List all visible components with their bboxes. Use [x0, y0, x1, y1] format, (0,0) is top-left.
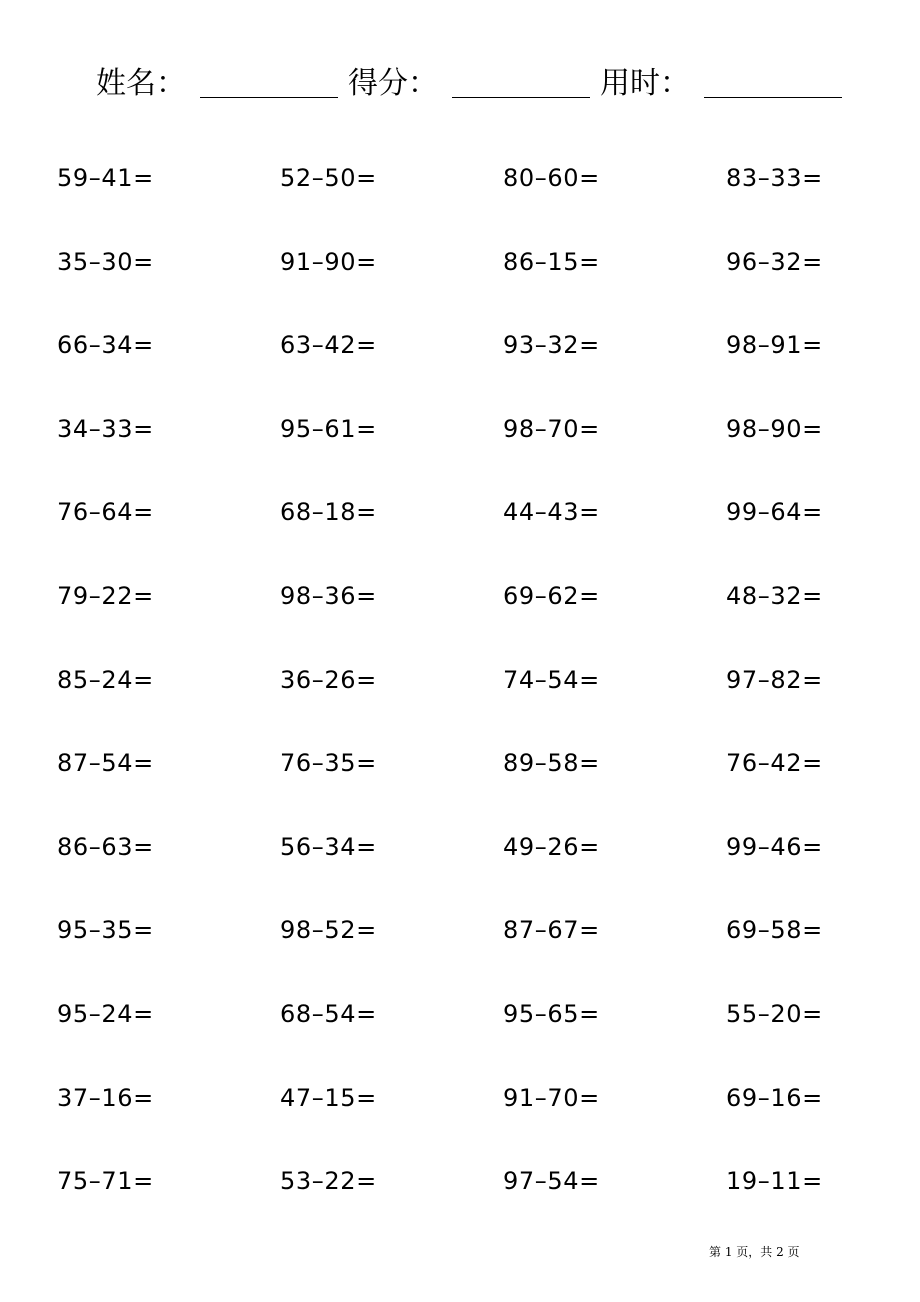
math-problem: 93–32= [503, 331, 600, 360]
worksheet-header [96, 60, 852, 104]
math-problem: 87–54= [57, 749, 154, 778]
math-problem: 97–54= [503, 1167, 600, 1196]
math-problem: 86–63= [57, 832, 154, 861]
page-number: 第 1 页，共 2 页 [709, 1245, 800, 1259]
time-field [600, 64, 852, 104]
name-label: 姓名： [96, 66, 186, 101]
math-problem: 37–16= [57, 1083, 154, 1112]
math-problem: 69–58= [726, 916, 823, 945]
math-problem: 91–70= [503, 1083, 600, 1112]
name-blank [200, 67, 338, 98]
math-problem: 53–22= [280, 1167, 377, 1196]
math-problem: 91–90= [280, 247, 377, 276]
math-problem: 98–36= [280, 581, 377, 610]
math-problem: 44–43= [503, 498, 600, 527]
score-blank [452, 67, 590, 98]
name-field [96, 64, 348, 104]
math-problem: 68–54= [280, 999, 377, 1028]
time-label: 用时： [600, 66, 690, 101]
math-problem: 98–90= [726, 414, 823, 443]
math-problem: 49–26= [503, 832, 600, 861]
math-problem: 99–64= [726, 498, 823, 527]
math-problem: 36–26= [280, 665, 377, 694]
math-problem: 56–34= [280, 832, 377, 861]
math-problem: 96–32= [726, 247, 823, 276]
math-problem: 48–32= [726, 581, 823, 610]
time-blank [704, 67, 842, 98]
math-problem: 76–64= [57, 498, 154, 527]
score-field [348, 64, 600, 104]
math-problem: 80–60= [503, 164, 600, 192]
math-problem: 99–46= [726, 832, 823, 861]
math-problem: 95–61= [280, 414, 377, 443]
math-problem: 19–11= [726, 1167, 823, 1196]
math-problem: 55–20= [726, 999, 823, 1028]
math-problem: 98–70= [503, 414, 600, 443]
math-problem: 89–58= [503, 749, 600, 778]
math-problem: 52–50= [280, 164, 377, 192]
math-problem: 75–71= [57, 1167, 154, 1196]
problem-grid [57, 160, 857, 1247]
math-problem: 79–22= [57, 581, 154, 610]
math-problem: 86–15= [503, 247, 600, 276]
math-problem: 34–33= [57, 414, 154, 443]
math-problem: 76–42= [726, 749, 823, 778]
math-problem: 76–35= [280, 749, 377, 778]
math-problem: 59–41= [57, 164, 154, 192]
math-problem: 35–30= [57, 247, 154, 276]
math-problem: 98–52= [280, 916, 377, 945]
math-problem: 63–42= [280, 331, 377, 360]
math-problem: 69–62= [503, 581, 600, 610]
math-problem: 95–24= [57, 999, 154, 1028]
math-problem: 95–35= [57, 916, 154, 945]
math-problem: 97–82= [726, 665, 823, 694]
math-problem: 87–67= [503, 916, 600, 945]
math-problem: 66–34= [57, 331, 154, 360]
math-problem: 85–24= [57, 665, 154, 694]
math-problem: 95–65= [503, 999, 600, 1028]
math-problem: 98–91= [726, 331, 823, 360]
math-problem: 47–15= [280, 1083, 377, 1112]
score-label: 得分： [348, 66, 438, 101]
math-problem: 69–16= [726, 1083, 823, 1112]
math-problem: 74–54= [503, 665, 600, 694]
math-problem: 68–18= [280, 498, 377, 527]
math-problem: 83–33= [726, 164, 823, 192]
